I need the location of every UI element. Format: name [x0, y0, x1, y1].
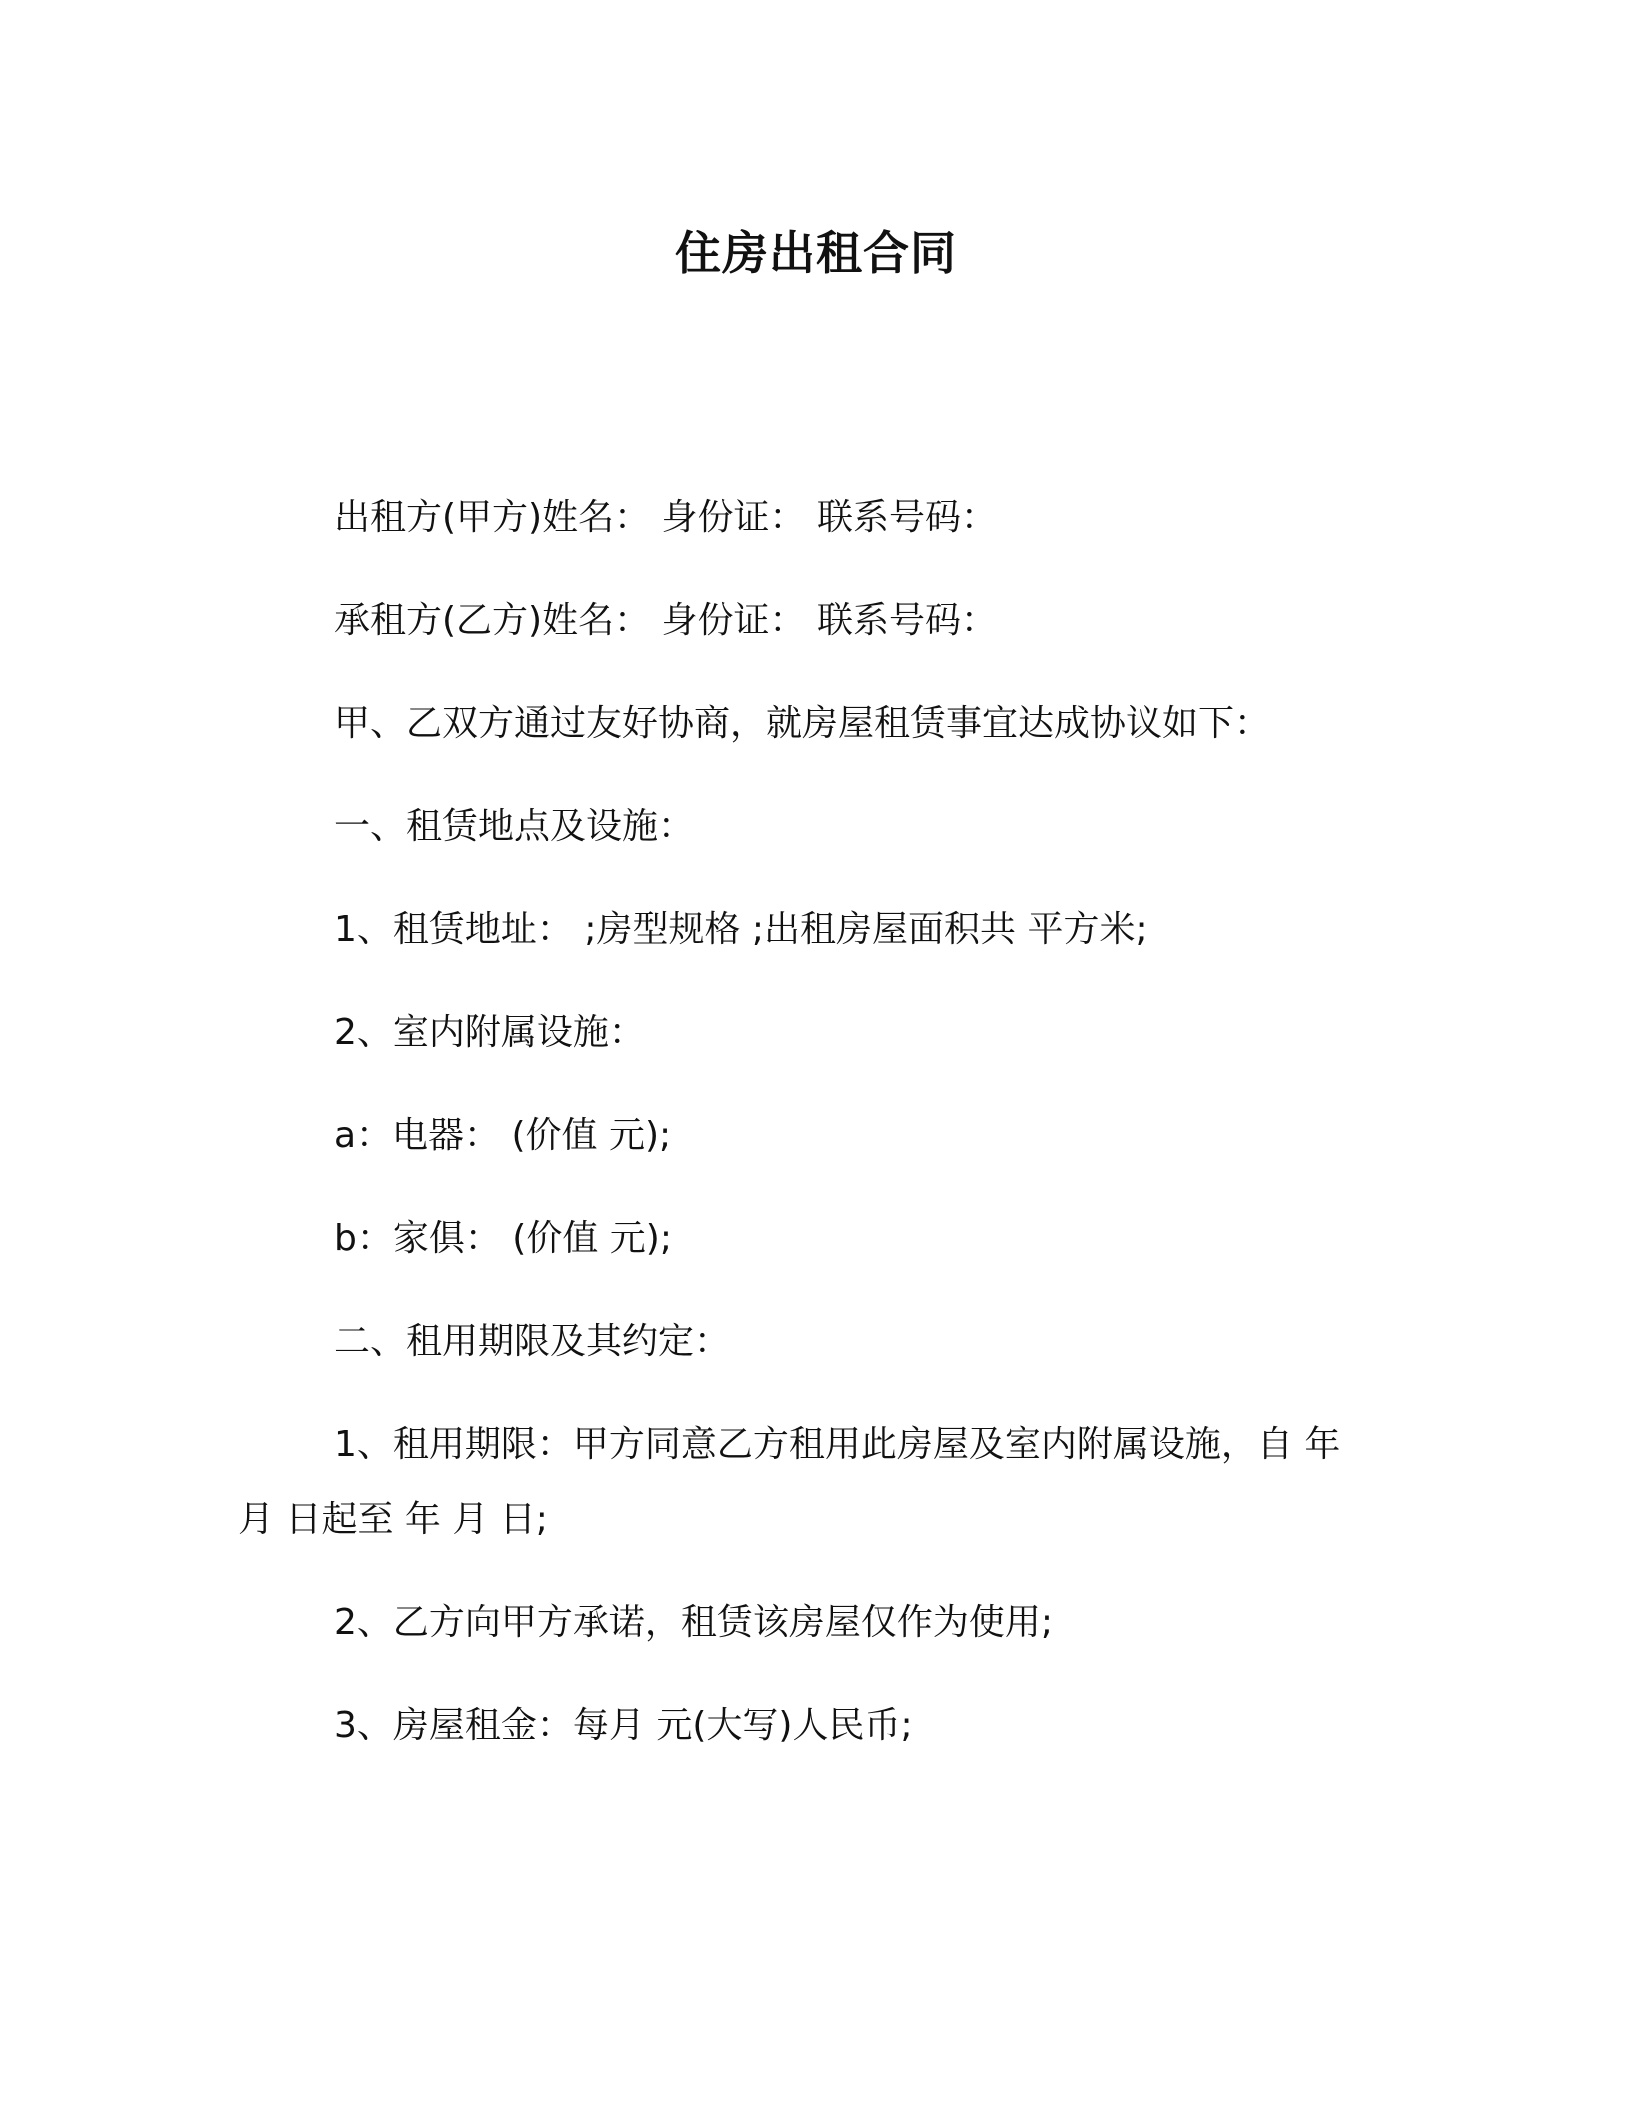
section-two-heading: 二、租用期限及其约定： [334, 1321, 731, 1362]
furniture-line: b：家俱： (价值 元); [334, 1218, 672, 1259]
document-title: 住房出租合同 [675, 226, 957, 280]
lessor-info-line: 出租方(甲方)姓名： 身份证： 联系号码： [334, 497, 997, 538]
section-one-heading: 一、租赁地点及设施： [334, 806, 695, 847]
lease-term-line: 1、租用期限：甲方同意乙方租用此房屋及室内附属设施，自 年 [334, 1424, 1341, 1465]
lessee-info-line: 承租方(乙方)姓名： 身份证： 联系号码： [334, 600, 997, 641]
agreement-intro-line: 甲、乙双方通过友好协商，就房屋租赁事宜达成协议如下： [334, 703, 1271, 744]
usage-promise-line: 2、乙方向甲方承诺，租赁该房屋仅作为使用; [334, 1602, 1054, 1643]
rental-address-line: 1、租赁地址： ;房型规格 ;出租房屋面积共 平方米; [334, 909, 1148, 950]
facilities-heading: 2、室内附属设施： [334, 1012, 645, 1053]
appliances-line: a：电器： (价值 元); [334, 1115, 672, 1156]
lease-term-continuation: 月 日起至 年 月 日; [238, 1499, 548, 1540]
rent-amount-line: 3、房屋租金：每月 元(大写)人民币; [334, 1705, 913, 1746]
